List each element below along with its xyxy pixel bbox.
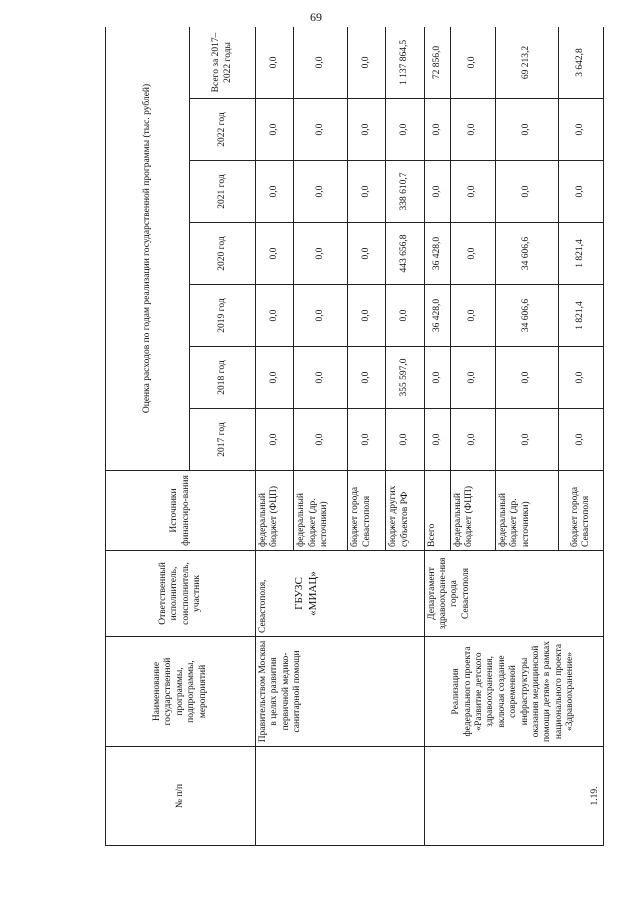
header-year-2020: 2020 год bbox=[190, 223, 256, 285]
rotated-table-container bbox=[105, 27, 604, 846]
table-row bbox=[256, 27, 294, 846]
value-cell: 0,0 bbox=[424, 99, 450, 161]
value-cell: 1 137 864,5 bbox=[386, 27, 424, 99]
value-cell: 0,0 bbox=[256, 223, 294, 285]
value-cell: 0,0 bbox=[348, 99, 386, 161]
source-cell: Всего bbox=[424, 471, 450, 551]
value-cell: 0,0 bbox=[256, 285, 294, 347]
value-cell: 0,0 bbox=[256, 27, 294, 99]
value-cell: 0,0 bbox=[386, 285, 424, 347]
value-cell: 1 821,4 bbox=[559, 223, 604, 285]
continuation-name: Правительством Москвы в целях развития первичной медико-санитарной помощи bbox=[256, 637, 425, 747]
value-cell: 0,0 bbox=[451, 161, 496, 223]
value-cell: 0,0 bbox=[294, 347, 348, 409]
value-cell: 0,0 bbox=[386, 99, 424, 161]
item-name: Реализация федерального проекта «Развитие детского здравоохранения, включая создание современной инфраструктуры оказания медицинской помощи детям» в рамках национального проекта «Здравоохранение» bbox=[424, 637, 603, 747]
continuation-responsible bbox=[256, 551, 425, 637]
header-year-2019: 2019 год bbox=[190, 285, 256, 347]
value-cell: 0,0 bbox=[495, 161, 558, 223]
value-cell: 0,0 bbox=[256, 347, 294, 409]
value-cell: 0,0 bbox=[559, 161, 604, 223]
value-cell: 338 610,7 bbox=[386, 161, 424, 223]
source-cell: федеральный бюджет (ФЦП) bbox=[256, 471, 294, 551]
value-cell: 3 642,8 bbox=[559, 27, 604, 99]
value-cell: 0,0 bbox=[424, 347, 450, 409]
value-cell: 0,0 bbox=[294, 285, 348, 347]
continuation-num-cell bbox=[256, 747, 425, 846]
header-num: № п/п bbox=[106, 747, 256, 846]
page-number: 69 bbox=[310, 10, 322, 24]
header-year-2022: 2022 год bbox=[190, 99, 256, 161]
value-cell: 72 856,0 bbox=[424, 27, 450, 99]
value-cell: 0,0 bbox=[348, 409, 386, 471]
source-cell: бюджет других субъектов РФ bbox=[386, 471, 424, 551]
value-cell: 0,0 bbox=[559, 347, 604, 409]
value-cell: 0,0 bbox=[451, 347, 496, 409]
continuation-responsible-top: Севастополя, bbox=[258, 579, 268, 633]
value-cell: 0,0 bbox=[294, 27, 348, 99]
value-cell: 0,0 bbox=[256, 99, 294, 161]
value-cell: 36 428,0 bbox=[424, 223, 450, 285]
header-name: Наименование государственной программы, подпрограммы, мероприятий bbox=[106, 637, 256, 747]
value-cell: 0,0 bbox=[451, 285, 496, 347]
continuation-responsible-main: ГБУЗС «МИАЦ» bbox=[293, 571, 319, 616]
value-cell: 0,0 bbox=[294, 161, 348, 223]
source-cell: федеральный бюджет (др. источники) bbox=[495, 471, 558, 551]
header-source: Источники финансиро-вания bbox=[106, 471, 256, 551]
value-cell: 0,0 bbox=[256, 161, 294, 223]
value-cell: 0,0 bbox=[451, 27, 496, 99]
item-responsible: Департамент здравоохране-ния города Севастополя bbox=[424, 551, 603, 637]
value-cell: 443 656,8 bbox=[386, 223, 424, 285]
value-cell: 0,0 bbox=[451, 223, 496, 285]
value-cell: 0,0 bbox=[348, 27, 386, 99]
value-cell: 0,0 bbox=[348, 223, 386, 285]
source-cell: бюджет города Севастополя bbox=[559, 471, 604, 551]
value-cell: 0,0 bbox=[424, 161, 450, 223]
value-cell: 0,0 bbox=[424, 409, 450, 471]
value-cell: 0,0 bbox=[451, 99, 496, 161]
value-cell: 0,0 bbox=[294, 223, 348, 285]
value-cell: 0,0 bbox=[348, 285, 386, 347]
value-cell: 0,0 bbox=[451, 409, 496, 471]
table-row bbox=[424, 27, 450, 846]
value-cell: 69 213,2 bbox=[495, 27, 558, 99]
value-cell: 1 821,4 bbox=[559, 285, 604, 347]
value-cell: 0,0 bbox=[495, 347, 558, 409]
budget-table bbox=[105, 27, 604, 846]
value-cell: 0,0 bbox=[559, 99, 604, 161]
value-cell: 0,0 bbox=[386, 409, 424, 471]
value-cell: 355 597,0 bbox=[386, 347, 424, 409]
source-cell: бюджет города Севастополя bbox=[348, 471, 386, 551]
source-cell: федеральный бюджет (ФЦП) bbox=[451, 471, 496, 551]
header-year-2021: 2021 год bbox=[190, 161, 256, 223]
value-cell: 34 606,6 bbox=[495, 285, 558, 347]
header-responsible: Ответственный исполнитель, соисполнитель, участник bbox=[106, 551, 256, 637]
value-cell: 0,0 bbox=[495, 99, 558, 161]
header-estimate: Оценка расходов по годам реализации государственной программы (тыс. рублей) bbox=[106, 27, 190, 471]
value-cell: 36 428,0 bbox=[424, 285, 450, 347]
value-cell: 34 606,6 bbox=[495, 223, 558, 285]
value-cell: 0,0 bbox=[559, 409, 604, 471]
header-year-2018: 2018 год bbox=[190, 347, 256, 409]
value-cell: 0,0 bbox=[348, 347, 386, 409]
item-index: 1.19. bbox=[424, 747, 603, 846]
rotated-table-area bbox=[105, 27, 604, 846]
value-cell: 0,0 bbox=[294, 409, 348, 471]
value-cell: 0,0 bbox=[294, 99, 348, 161]
value-cell: 0,0 bbox=[348, 161, 386, 223]
value-cell: 0,0 bbox=[495, 409, 558, 471]
header-year-2017: 2017 год bbox=[190, 409, 256, 471]
header-total: Всего за 2017–2022 годы bbox=[190, 27, 256, 99]
value-cell: 0,0 bbox=[256, 409, 294, 471]
source-cell: федеральный бюджет (др. источники) bbox=[294, 471, 348, 551]
